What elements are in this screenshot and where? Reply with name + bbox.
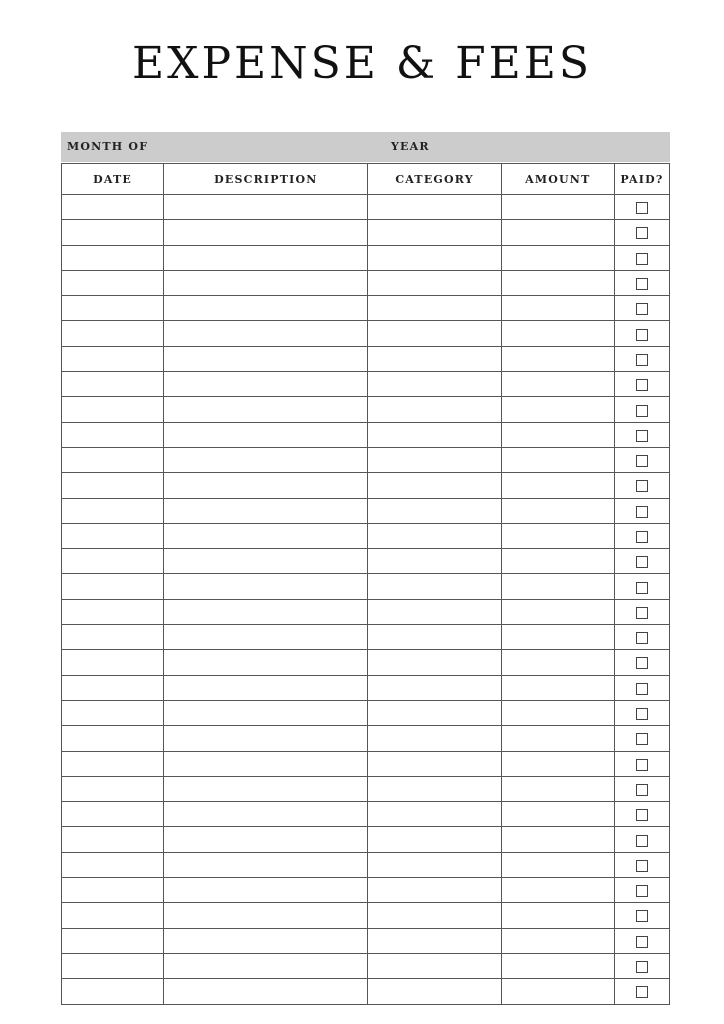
date-cell[interactable]	[62, 675, 164, 700]
amount-cell[interactable]	[501, 726, 614, 751]
page-title: EXPENSE & FEES	[132, 38, 592, 89]
date-cell[interactable]	[62, 852, 164, 877]
description-cell[interactable]	[164, 751, 368, 776]
paid-cell	[614, 321, 669, 346]
date-cell[interactable]	[62, 802, 164, 827]
paid-cell	[614, 397, 669, 422]
table-row	[62, 928, 670, 953]
paid-cell	[614, 776, 669, 801]
paid-cell	[614, 979, 669, 1004]
amount-cell[interactable]	[501, 422, 614, 447]
amount-cell[interactable]	[501, 549, 614, 574]
month-of-label: MONTH OF	[67, 140, 149, 153]
description-cell[interactable]	[164, 675, 368, 700]
paid-cell	[614, 726, 669, 751]
table-row	[62, 675, 670, 700]
amount-cell[interactable]	[501, 751, 614, 776]
table-row	[62, 625, 670, 650]
description-cell[interactable]	[164, 928, 368, 953]
category-cell[interactable]	[368, 599, 501, 624]
table-row	[62, 195, 670, 220]
amount-cell[interactable]	[501, 397, 614, 422]
category-cell[interactable]	[368, 220, 501, 245]
amount-cell[interactable]	[501, 700, 614, 725]
amount-cell[interactable]	[501, 599, 614, 624]
category-cell[interactable]	[368, 397, 501, 422]
paid-cell	[614, 346, 669, 371]
table-row	[62, 802, 670, 827]
table-body	[62, 195, 670, 1005]
checkbox-icon[interactable]	[636, 506, 648, 518]
description-cell[interactable]	[164, 625, 368, 650]
category-cell[interactable]	[368, 523, 501, 548]
category-cell[interactable]	[368, 979, 501, 1004]
description-cell[interactable]	[164, 953, 368, 978]
paid-cell	[614, 650, 669, 675]
category-cell[interactable]	[368, 422, 501, 447]
date-cell[interactable]	[62, 498, 164, 523]
date-cell[interactable]	[62, 447, 164, 472]
month-year-bar	[61, 132, 670, 162]
description-cell[interactable]	[164, 473, 368, 498]
date-cell[interactable]	[62, 574, 164, 599]
table-row	[62, 422, 670, 447]
category-cell[interactable]	[368, 776, 501, 801]
checkbox-icon[interactable]	[636, 556, 648, 568]
checkbox-icon[interactable]	[636, 379, 648, 391]
paid-cell	[614, 296, 669, 321]
table-row	[62, 827, 670, 852]
date-cell[interactable]	[62, 979, 164, 1004]
amount-cell[interactable]	[501, 625, 614, 650]
table-row	[62, 498, 670, 523]
description-cell[interactable]	[164, 397, 368, 422]
date-cell[interactable]	[62, 523, 164, 548]
description-cell[interactable]	[164, 802, 368, 827]
checkbox-icon[interactable]	[636, 784, 648, 796]
category-cell[interactable]	[368, 195, 501, 220]
date-cell[interactable]	[62, 372, 164, 397]
paid-cell	[614, 700, 669, 725]
checkbox-icon[interactable]	[636, 759, 648, 771]
category-cell[interactable]	[368, 270, 501, 295]
paid-cell	[614, 903, 669, 928]
table-row	[62, 397, 670, 422]
amount-cell[interactable]	[501, 346, 614, 371]
description-cell[interactable]	[164, 220, 368, 245]
category-cell[interactable]	[368, 751, 501, 776]
description-cell[interactable]	[164, 903, 368, 928]
description-cell[interactable]	[164, 523, 368, 548]
amount-cell[interactable]	[501, 953, 614, 978]
paid-cell	[614, 372, 669, 397]
paid-cell	[614, 422, 669, 447]
table-row	[62, 473, 670, 498]
amount-cell[interactable]	[501, 195, 614, 220]
paid-cell	[614, 751, 669, 776]
paid-cell	[614, 852, 669, 877]
paid-cell	[614, 220, 669, 245]
checkbox-icon[interactable]	[636, 885, 648, 897]
date-cell[interactable]	[62, 422, 164, 447]
description-cell[interactable]	[164, 979, 368, 1004]
table-row	[62, 220, 670, 245]
category-cell[interactable]	[368, 574, 501, 599]
column-header-description: DESCRIPTION	[164, 164, 368, 195]
category-cell[interactable]	[368, 675, 501, 700]
checkbox-icon[interactable]	[636, 480, 648, 492]
date-cell[interactable]	[62, 878, 164, 903]
category-cell[interactable]	[368, 827, 501, 852]
category-cell[interactable]	[368, 625, 501, 650]
category-cell[interactable]	[368, 321, 501, 346]
checkbox-icon[interactable]	[636, 961, 648, 973]
table-row	[62, 903, 670, 928]
table-row	[62, 726, 670, 751]
category-cell[interactable]	[368, 346, 501, 371]
description-cell[interactable]	[164, 195, 368, 220]
checkbox-icon[interactable]	[636, 582, 648, 594]
description-cell[interactable]	[164, 700, 368, 725]
date-cell[interactable]	[62, 549, 164, 574]
amount-cell[interactable]	[501, 447, 614, 472]
amount-cell[interactable]	[501, 270, 614, 295]
date-cell[interactable]	[62, 245, 164, 270]
checkbox-icon[interactable]	[636, 708, 648, 720]
description-cell[interactable]	[164, 776, 368, 801]
date-cell[interactable]	[62, 397, 164, 422]
description-cell[interactable]	[164, 270, 368, 295]
date-cell[interactable]	[62, 321, 164, 346]
date-cell[interactable]	[62, 473, 164, 498]
amount-cell[interactable]	[501, 245, 614, 270]
category-cell[interactable]	[368, 903, 501, 928]
checkbox-icon[interactable]	[636, 657, 648, 669]
column-header-paid: PAID?	[614, 164, 669, 195]
table-row	[62, 447, 670, 472]
paid-cell	[614, 625, 669, 650]
checkbox-icon[interactable]	[636, 253, 648, 265]
table-row	[62, 245, 670, 270]
date-cell[interactable]	[62, 599, 164, 624]
amount-cell[interactable]	[501, 979, 614, 1004]
paid-cell	[614, 827, 669, 852]
date-cell[interactable]	[62, 346, 164, 371]
amount-cell[interactable]	[501, 321, 614, 346]
amount-cell[interactable]	[501, 650, 614, 675]
table-row	[62, 296, 670, 321]
amount-cell[interactable]	[501, 827, 614, 852]
amount-cell[interactable]	[501, 852, 614, 877]
paid-cell	[614, 245, 669, 270]
amount-cell[interactable]	[501, 802, 614, 827]
year-label: YEAR	[391, 140, 430, 153]
date-cell[interactable]	[62, 776, 164, 801]
description-cell[interactable]	[164, 498, 368, 523]
description-cell[interactable]	[164, 422, 368, 447]
table-row	[62, 979, 670, 1004]
paid-cell	[614, 498, 669, 523]
paid-cell	[614, 953, 669, 978]
category-cell[interactable]	[368, 953, 501, 978]
date-cell[interactable]	[62, 220, 164, 245]
category-cell[interactable]	[368, 928, 501, 953]
checkbox-icon[interactable]	[636, 910, 648, 922]
description-cell[interactable]	[164, 827, 368, 852]
table-row	[62, 878, 670, 903]
category-cell[interactable]	[368, 700, 501, 725]
category-cell[interactable]	[368, 726, 501, 751]
category-cell[interactable]	[368, 473, 501, 498]
amount-cell[interactable]	[501, 878, 614, 903]
description-cell[interactable]	[164, 296, 368, 321]
description-cell[interactable]	[164, 549, 368, 574]
category-cell[interactable]	[368, 296, 501, 321]
date-cell[interactable]	[62, 751, 164, 776]
amount-cell[interactable]	[501, 903, 614, 928]
checkbox-icon[interactable]	[636, 329, 648, 341]
paid-cell	[614, 928, 669, 953]
category-cell[interactable]	[368, 447, 501, 472]
checkbox-icon[interactable]	[636, 531, 648, 543]
paid-cell	[614, 574, 669, 599]
paid-cell	[614, 549, 669, 574]
table-row	[62, 270, 670, 295]
date-cell[interactable]	[62, 827, 164, 852]
amount-cell[interactable]	[501, 473, 614, 498]
paid-cell	[614, 599, 669, 624]
table-header-row	[62, 164, 670, 195]
table-row	[62, 700, 670, 725]
description-cell[interactable]	[164, 372, 368, 397]
date-cell[interactable]	[62, 270, 164, 295]
description-cell[interactable]	[164, 447, 368, 472]
checkbox-icon[interactable]	[636, 860, 648, 872]
description-cell[interactable]	[164, 245, 368, 270]
paid-cell	[614, 195, 669, 220]
paid-cell	[614, 447, 669, 472]
table-row	[62, 523, 670, 548]
table-row	[62, 346, 670, 371]
description-cell[interactable]	[164, 574, 368, 599]
checkbox-icon[interactable]	[636, 430, 648, 442]
amount-cell[interactable]	[501, 523, 614, 548]
checkbox-icon[interactable]	[636, 227, 648, 239]
checkbox-icon[interactable]	[636, 986, 648, 998]
paid-cell	[614, 878, 669, 903]
description-cell[interactable]	[164, 321, 368, 346]
amount-cell[interactable]	[501, 675, 614, 700]
checkbox-icon[interactable]	[636, 405, 648, 417]
paid-cell	[614, 270, 669, 295]
checkbox-icon[interactable]	[636, 683, 648, 695]
checkbox-icon[interactable]	[636, 936, 648, 948]
expense-table	[61, 163, 670, 1005]
checkbox-icon[interactable]	[636, 202, 648, 214]
description-cell[interactable]	[164, 346, 368, 371]
amount-cell[interactable]	[501, 296, 614, 321]
table-row	[62, 953, 670, 978]
category-cell[interactable]	[368, 372, 501, 397]
column-header-category: CATEGORY	[368, 164, 501, 195]
description-cell[interactable]	[164, 599, 368, 624]
date-cell[interactable]	[62, 625, 164, 650]
date-cell[interactable]	[62, 903, 164, 928]
checkbox-icon[interactable]	[636, 632, 648, 644]
table-row	[62, 776, 670, 801]
amount-cell[interactable]	[501, 498, 614, 523]
category-cell[interactable]	[368, 498, 501, 523]
date-cell[interactable]	[62, 928, 164, 953]
table-row	[62, 599, 670, 624]
paid-cell	[614, 473, 669, 498]
amount-cell[interactable]	[501, 776, 614, 801]
date-cell[interactable]	[62, 650, 164, 675]
date-cell[interactable]	[62, 700, 164, 725]
table-row	[62, 549, 670, 574]
amount-cell[interactable]	[501, 574, 614, 599]
description-cell[interactable]	[164, 726, 368, 751]
table-row	[62, 650, 670, 675]
description-cell[interactable]	[164, 852, 368, 877]
paid-cell	[614, 675, 669, 700]
checkbox-icon[interactable]	[636, 303, 648, 315]
column-header-amount: AMOUNT	[501, 164, 614, 195]
checkbox-icon[interactable]	[636, 809, 648, 821]
checkbox-icon[interactable]	[636, 607, 648, 619]
checkbox-icon[interactable]	[636, 354, 648, 366]
table-row	[62, 321, 670, 346]
paid-cell	[614, 523, 669, 548]
description-cell[interactable]	[164, 650, 368, 675]
category-cell[interactable]	[368, 878, 501, 903]
amount-cell[interactable]	[501, 372, 614, 397]
checkbox-icon[interactable]	[636, 278, 648, 290]
category-cell[interactable]	[368, 549, 501, 574]
date-cell[interactable]	[62, 726, 164, 751]
checkbox-icon[interactable]	[636, 835, 648, 847]
table-row	[62, 852, 670, 877]
table-row	[62, 751, 670, 776]
category-cell[interactable]	[368, 802, 501, 827]
category-cell[interactable]	[368, 650, 501, 675]
date-cell[interactable]	[62, 296, 164, 321]
column-header-date: DATE	[62, 164, 164, 195]
checkbox-icon[interactable]	[636, 455, 648, 467]
amount-cell[interactable]	[501, 220, 614, 245]
category-cell[interactable]	[368, 852, 501, 877]
amount-cell[interactable]	[501, 928, 614, 953]
paid-cell	[614, 802, 669, 827]
table-row	[62, 372, 670, 397]
checkbox-icon[interactable]	[636, 733, 648, 745]
date-cell[interactable]	[62, 953, 164, 978]
date-cell[interactable]	[62, 195, 164, 220]
table-row	[62, 574, 670, 599]
description-cell[interactable]	[164, 878, 368, 903]
category-cell[interactable]	[368, 245, 501, 270]
